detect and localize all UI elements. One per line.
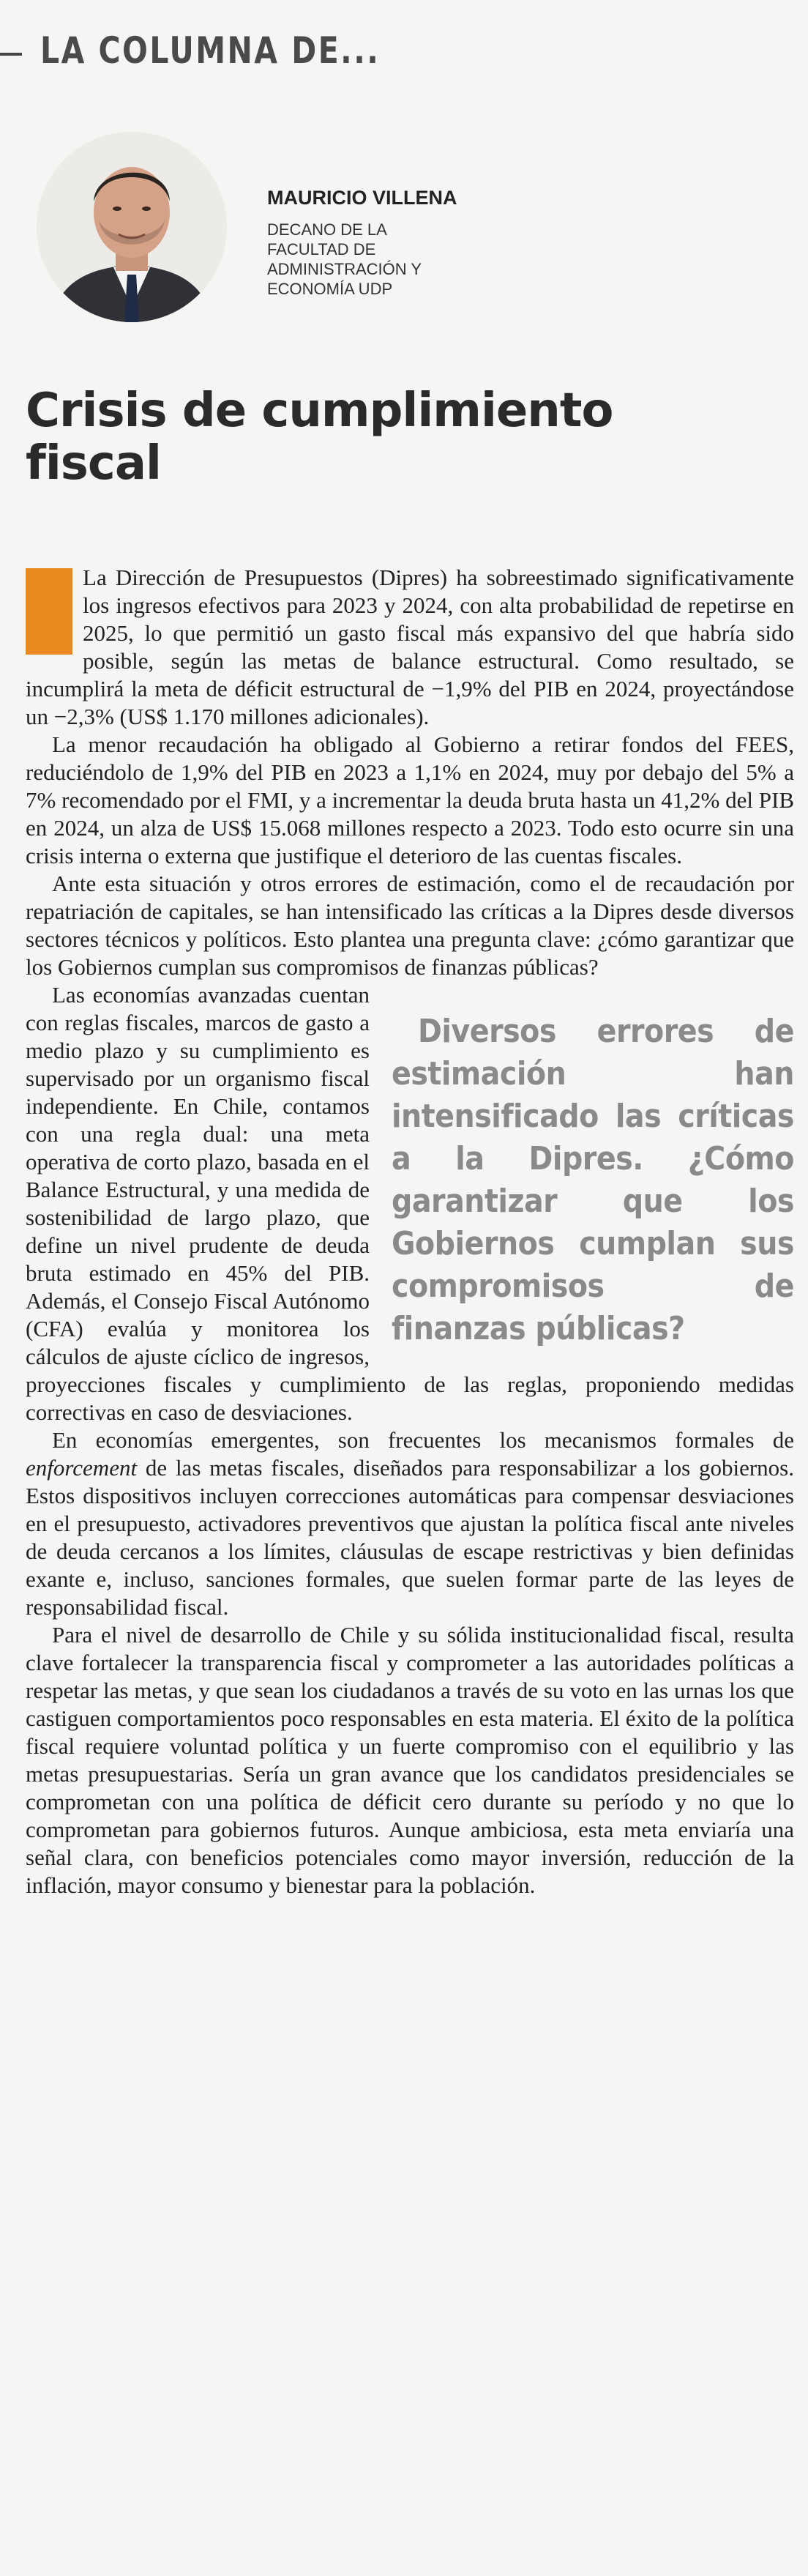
paragraph-5-text-a: En economías emergentes, son frecuentes los mecanismos formales de bbox=[52, 1427, 794, 1453]
author-role bbox=[267, 220, 457, 299]
author-block bbox=[267, 187, 457, 299]
author-name: MAURICIO VILLENA bbox=[267, 187, 457, 209]
author-photo bbox=[37, 132, 227, 322]
paragraph-1-text: a Dirección de Presupuestos (Dipres) ha sobreestimado significativamente los ingresos efectivos para 2023 y 2024, con alta probabilidad de repetirse en 2025, lo que permitió un gasto fiscal más expansivo del que habría sido posible, según las metas de balance estructural. Como resultado, se incumplirá la meta de déficit estructural de −1,9% del PIB en 2024, proyectándose un −2,3% (US$ 1.170 millones adicionales). bbox=[26, 565, 794, 729]
author-role-line: ADMINISTRACIÓN Y bbox=[267, 260, 422, 278]
paragraph-6: Para el nivel de desarrollo de Chile y su sólida institucionalidad fiscal, resulta clave fortalecer la transparencia fiscal y comprometer a las autoridades políticas a respetar las metas, y que sean los ciudadanos a través de su voto en las urnas los que castiguen comportamientos poco responsables en esta materia. El éxito de la política fiscal requiere voluntad política y un fuerte compromiso con el equilibrio y las metas presupuestarias. Sería un gran avance que los candidatos presidenciales se comprometan con una política de déficit cero durante su período y no que lo comprometan para gobiernos futuros. Aunque ambiciosa, esta meta enviaría una señal clara, con beneficios potenciales como mayor inversión, reducción de la inflación, mayor consumo y bienestar para la población. bbox=[26, 1622, 794, 1898]
section-title: LA COLUMNA DE... bbox=[40, 29, 381, 72]
paragraph-5 bbox=[26, 1426, 794, 1621]
author-portrait-icon bbox=[37, 132, 227, 322]
paragraph-1 bbox=[26, 564, 794, 731]
header-dash bbox=[0, 53, 22, 56]
section-header bbox=[0, 29, 808, 81]
pull-quote: Diversos errores de estimación han intensificado las críticas a la Dipres. ¿Cómo garantizar que los Gobiernos cumplan sus compromisos de finanzas públicas? bbox=[392, 1013, 794, 1347]
article-body bbox=[26, 564, 794, 1899]
author-role-line: FACULTAD DE bbox=[267, 240, 376, 258]
headline-line: Crisis de cumplimiento bbox=[26, 384, 613, 438]
paragraph-4-text: Las economías avanzadas cuentan con reglas fiscales, marcos de gasto a medio plazo y su cumplimiento es supervisado por un organismo fiscal independiente. En Chile, contamos con una regla dual: una meta operativa de corto plazo, basada en el Balance Estructural, y una medida de sostenibilidad de largo plazo, que define un nivel prudente de deuda bruta estimado en 45% del PIB. Además, el Consejo Fiscal Autónomo (CFA) evalúa y monitorea los cálculos de ajuste cíclico de ingresos, proyecciones fiscales y cumplimiento de las reglas, proponiendo medidas correctivas en caso de desviaciones. bbox=[26, 982, 794, 1425]
author-role-line: ECONOMÍA UDP bbox=[267, 280, 393, 298]
dropcap-block bbox=[26, 568, 72, 655]
paragraph-5-text-b: de las metas fiscales, diseñados para responsabilizar a los gobiernos. Estos dispositivos incluyen correcciones automáticas para compensar desviaciones en el presupuesto, activadores preventivos que ajustan la política fiscal ante niveles de deuda cercanos a los límites, cláusulas de escape restrictivas y bien definidas exante e, incluso, sanciones formales, que suelen formar parte de las leyes de responsabilidad fiscal. bbox=[26, 1455, 794, 1620]
paragraph-4 bbox=[26, 981, 794, 1426]
paragraph-5-emphasis: enforcement bbox=[26, 1455, 138, 1481]
paragraph-2: La menor recaudación ha obligado al Gobierno a retirar fondos del FEES, reduciéndolo de 1,9% del PIB en 2023 a 1,1% en 2024, muy por debajo del 5% a 7% recomendado por el FMI, y a incrementar la deuda bruta hasta un 41,2% del PIB en 2024, un alza de US$ 15.068 millones respecto a 2023. Todo esto ocurre sin una crisis interna o externa que justifique el deterioro de las cuentas fiscales. bbox=[26, 732, 794, 868]
dropcap-letter: L bbox=[83, 565, 97, 590]
headline-line: fiscal bbox=[26, 436, 161, 491]
pullquote-wrap bbox=[26, 981, 794, 1426]
article-headline bbox=[26, 384, 779, 490]
paragraph-3: Ante esta situación y otros errores de estimación, como el de recaudación por repatriación de capitales, se han intensificado las críticas a la Dipres desde diversos sectores técnicos y políticos. Esto plantea una pregunta clave: ¿cómo garantizar que los Gobiernos cumplan sus compromisos de finanzas públicas? bbox=[26, 871, 794, 980]
author-role-line: DECANO DE LA bbox=[267, 220, 387, 239]
